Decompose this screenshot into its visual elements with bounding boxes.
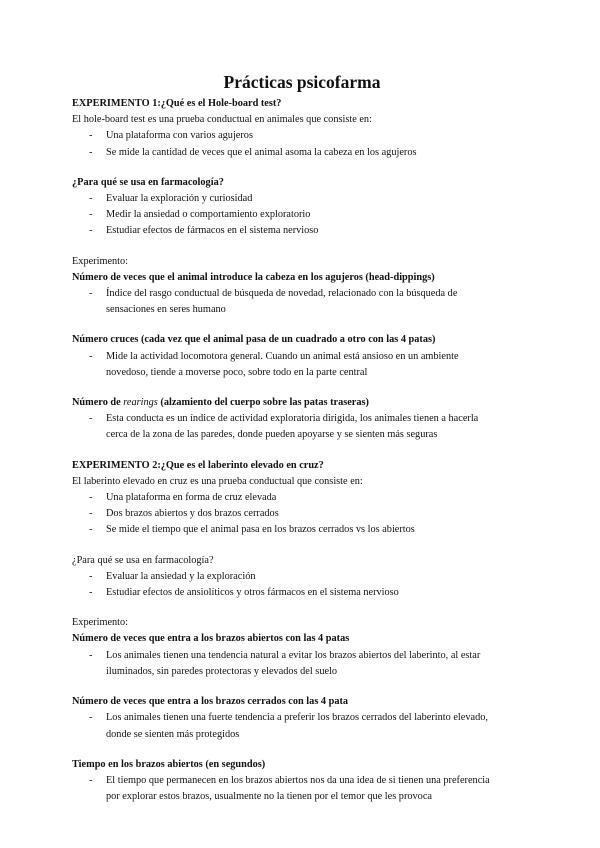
list-item: - El tiempo que permanecen en los brazos abiertos nos da una idea de si tienen una preferencia por explorar estos brazos, usualmente no la tienen por el temor que les provoca <box>89 774 490 803</box>
dash-marker: - <box>89 524 93 536</box>
exp2-use-list <box>72 569 532 601</box>
dash-marker: - <box>89 288 93 300</box>
dash-marker: - <box>89 130 93 142</box>
exp2-experiment-label: Experimento: <box>72 617 129 629</box>
exp1-measure2-list <box>72 349 532 381</box>
list-item: - Estudiar efectos de ansiolíticos y otros fármacos en el sistema nervioso <box>72 585 532 601</box>
dash-marker: - <box>89 492 93 504</box>
exp1-measure1-heading: Número de veces que el animal introduce la cabeza en los agujeros (head-dippings) <box>72 271 435 283</box>
dash-marker: - <box>89 225 93 237</box>
list-item: - Se mide el tiempo que el animal pasa en los brazos cerrados vs los abiertos <box>72 522 532 538</box>
dash-marker: - <box>89 350 93 362</box>
dash-marker: - <box>89 774 93 786</box>
exp1-measure3-heading: Número de rearings (alzamiento del cuerpo sobre las patas traseras) <box>72 397 369 409</box>
list-item: - Una plataforma en forma de cruz elevada <box>72 490 532 506</box>
dash-marker: - <box>89 508 93 520</box>
list-item: - Medir la ansiedad o comportamiento exploratorio <box>72 207 532 223</box>
dash-marker: - <box>89 587 93 599</box>
list-item: - Una plataforma con varios agujeros <box>72 128 532 144</box>
exp2-measure1-heading: Número de veces que entra a los brazos abiertos con las 4 patas <box>72 633 350 645</box>
exp1-measure1-list <box>72 286 532 318</box>
exp1-use-heading: ¿Para qué se usa en farmacología? <box>72 176 224 188</box>
list-item: - Evaluar la ansiedad y la exploración <box>72 569 532 585</box>
list-item: - Los animales tienen una fuerte tendencia a preferir los brazos cerrados del laberinto elevado, donde se sienten más protegidos <box>89 712 488 740</box>
dash-marker: - <box>89 570 93 582</box>
exp2-measure2-list <box>72 710 532 742</box>
dash-marker: - <box>89 712 93 724</box>
dash-marker: - <box>89 209 93 221</box>
exp1-intro: El hole-board test es una prueba conductual en animales que consiste en: <box>72 114 372 126</box>
exp2-measure3-heading: Tiempo en los brazos abiertos (en segundos) <box>72 758 266 770</box>
exp2-list <box>72 490 532 539</box>
list-item: - Se mide la cantidad de veces que el animal asoma la cabeza en los agujeros <box>72 145 532 161</box>
dash-marker: - <box>89 649 93 661</box>
exp2-heading: EXPERIMENTO 2:¿Que es el laberinto elevado en cruz? <box>72 459 324 471</box>
dash-marker: - <box>89 193 93 205</box>
exp2-intro: El laberinto elevado en cruz es una prueba conductual que consiste en: <box>72 475 363 487</box>
exp1-heading: EXPERIMENTO 1:¿Qué es el Hole-board test? <box>72 98 282 109</box>
list-item: - Dos brazos abiertos y dos brazos cerrados <box>72 506 532 522</box>
exp2-measure3-list <box>72 773 532 805</box>
exp2-measure2-heading: Número de veces que entra a los brazos cerrados con las 4 pata <box>72 696 349 708</box>
exp1-measure2-heading: Número cruces (cada vez que el animal pasa de un cuadrado a otro con las 4 patas) <box>72 334 436 346</box>
list-item: - Evaluar la exploración y curiosidad <box>72 191 532 207</box>
exp2-measure1-list <box>72 648 532 680</box>
exp1-list <box>72 128 532 160</box>
list-item: - Los animales tienen una tendencia natural a evitar los brazos abiertos del laberinto, al estar iluminados, sin paredes protectoras y elevados del suelo <box>89 649 481 677</box>
list-item: - Esta conducta es un índice de actividad exploratoria dirigida, los animales tienen a hacerla cerca de la zona de las paredes, donde pueden apoyarse y se sienten más seguras <box>89 413 479 441</box>
list-item: - Mide la actividad locomotora general. Cuando un animal está ansioso en un ambiente novedoso, tiende a moverse poco, sobre todo en la parte central <box>89 350 459 378</box>
dash-marker: - <box>89 146 93 158</box>
document-page <box>72 72 532 805</box>
exp1-experiment-label: Experimento: <box>72 255 129 267</box>
exp1-use-list <box>72 191 532 240</box>
dash-marker: - <box>89 413 93 425</box>
list-item: - Estudiar efectos de fármacos en el sistema nervioso <box>72 223 532 239</box>
exp1-measure3-list <box>72 411 532 443</box>
exp2-use-heading: ¿Para qué se usa en farmacología? <box>72 554 214 566</box>
document-title: Prácticas psicofarma <box>223 72 381 92</box>
list-item: - Índice del rasgo conductual de búsqueda de novedad, relacionado con la búsqueda de sensaciones en seres humano <box>89 288 458 316</box>
